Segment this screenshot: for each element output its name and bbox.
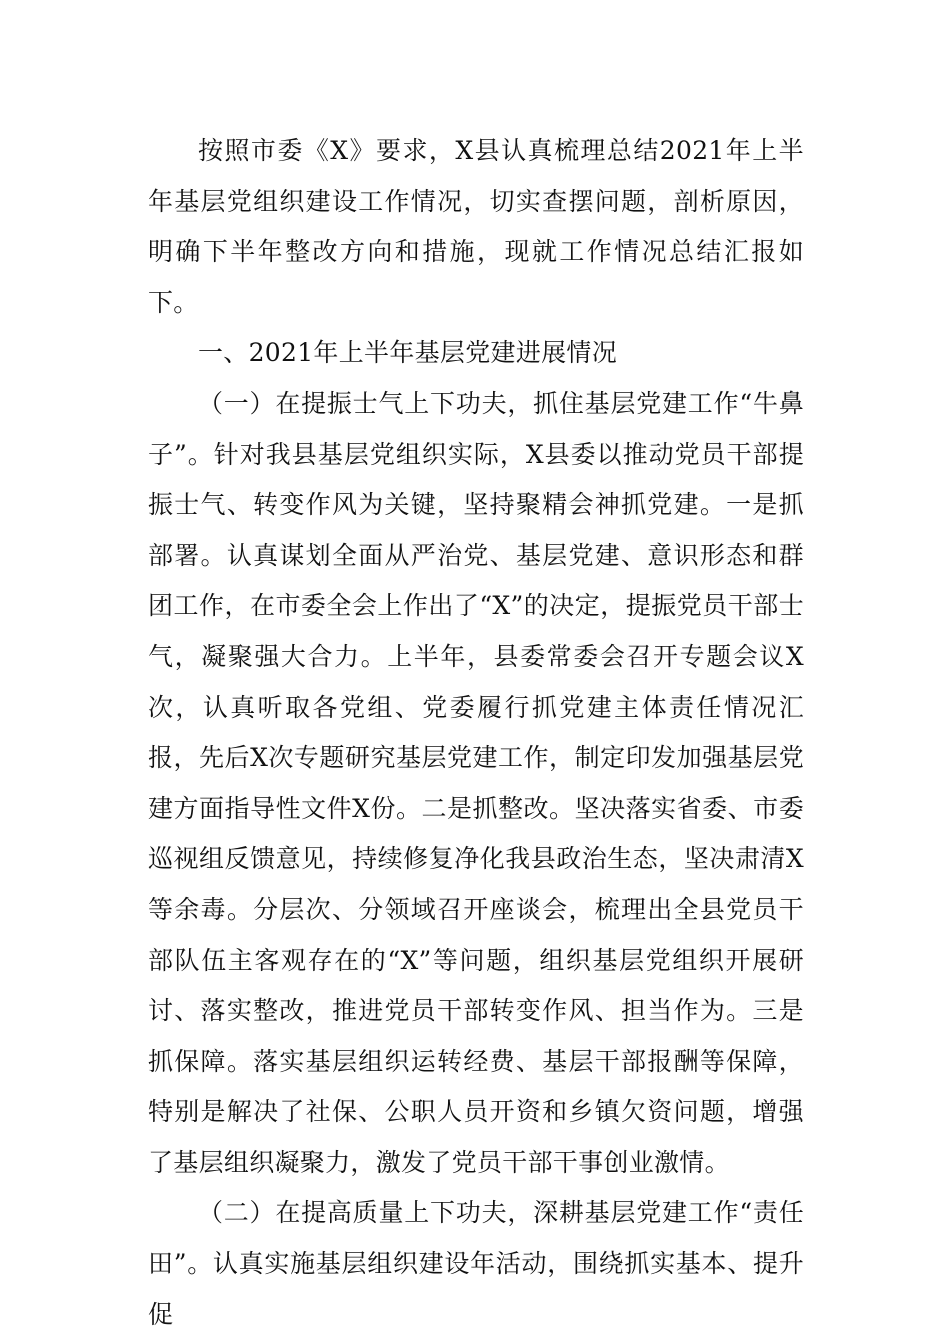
intro-paragraph: 按照市委《X》要求，X县认真梳理总结2021年上半年基层党组织建设工作情况，切实查摆问题，剖析原因，明确下半年整改方向和措施，现就工作情况总结汇报如下。 [148, 136, 804, 317]
body-paragraph: （二）在提高质量上下功夫，深耕基层党建工作“责任田”。认真实施基层组织建设年活动，围绕抓实基本、提升促 [148, 1198, 804, 1329]
body-paragraph: （一）在提振士气上下功夫，抓住基层党建工作“牛鼻子”。针对我县基层党组织实际，X县委以推动党员干部提振士气、转变作风为关键，坚持聚精会神抓党建。一是抓部署。认真谋划全面从严治党、基层党建、意识形态和群团工作，在市委全会上作出了“X”的决定，提振党员干部士气，凝聚强大合力。上半年，县委常委会召开专题会议X次，认真听取各党组、党委履行抓党建主体责任情况汇报，先后X次专题研究基层党建工作，制定印发加强基层党建方面指导性文件X份。二是抓整改。坚决落实省委、市委巡视组反馈意见，持续修复净化我县政治生态，坚决肃清X等余毒。分层次、分领域召开座谈会，梳理出全县党员干部队伍主客观存在的“X”等问题，组织基层党组织开展研讨、落实整改，推进党员干部转变作风、担当作为。三是抓保障。落实基层组织运转经费、基层干部报酬等保障，特别是解决了社保、公职人员开资和乡镇欠资问题，增强了基层组织凝聚力，激发了党员干部干事创业激情。 [148, 388, 804, 1177]
document-body [148, 126, 804, 1340]
section-heading: 一、2021年上半年基层党建进展情况 [198, 338, 618, 368]
